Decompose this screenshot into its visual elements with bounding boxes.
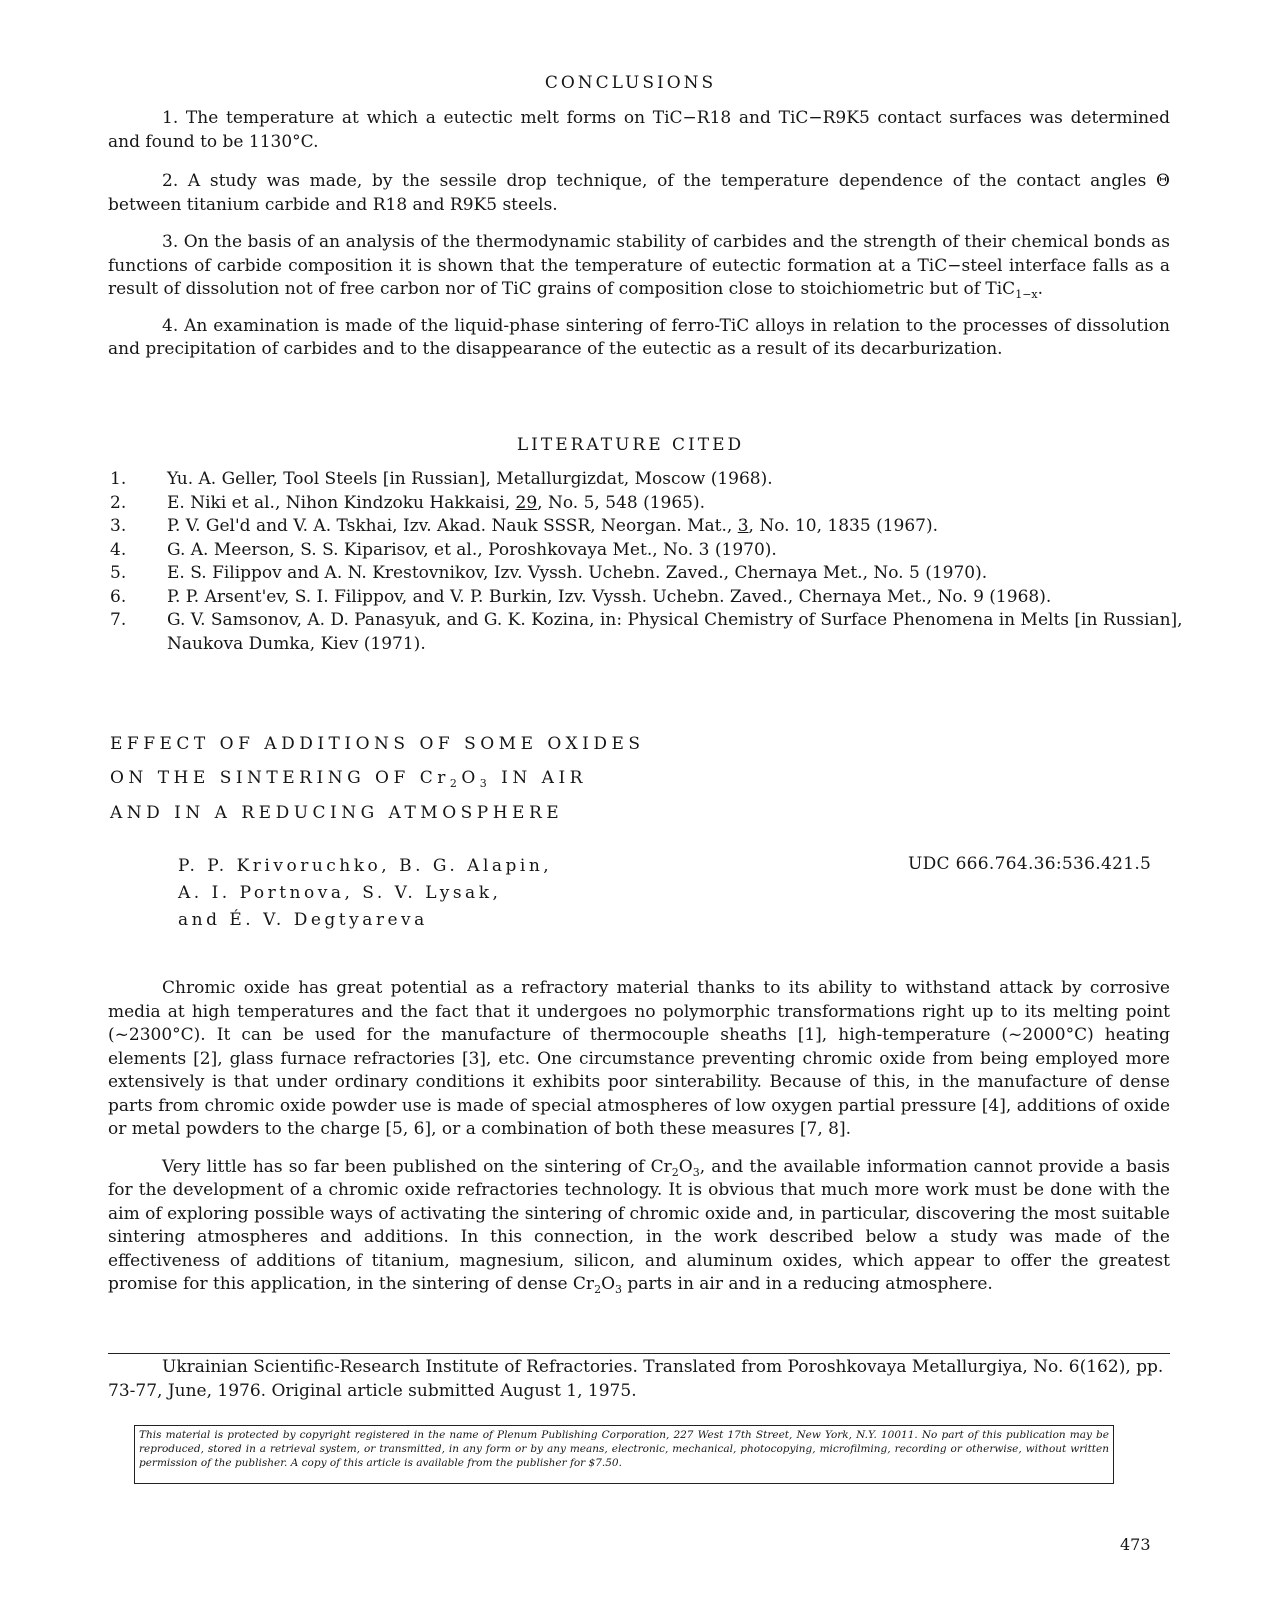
authors-line: and É. V. Degtyareva: [178, 910, 428, 930]
body-text: Very little has so far been published on the sintering of Cr: [162, 1156, 672, 1177]
formula-subscript: 3: [692, 1165, 700, 1179]
authors-line: P. P. Krivoruchko, B. G. Alapin,: [178, 856, 553, 876]
conclusion-item: 2. A study was made, by the sessile drop technique, of the temperature dependence of the contact angles Θ between titanium carbide and R18 and R9K5 steels.: [108, 171, 1170, 215]
ref-number: 6.: [110, 586, 127, 607]
conclusions-heading: CONCLUSIONS: [544, 73, 717, 93]
ref-text-pre: P. V. Gel'd and V. A. Tskhai, Izv. Akad. Nauk SSSR, Neorgan. Mat.,: [167, 516, 738, 536]
formula-tic: TiC: [985, 279, 1016, 299]
ref-text: E. S. Filippov and A. N. Krestovnikov, Izv. Vyssh. Uchebn. Zaved., Chernaya Met., No. 5 (1970).: [167, 563, 988, 583]
conclusion-item: 4. An examination is made of the liquid-phase sintering of ferro-TiC alloys in relation to the processes of dissolution and precipitation of carbides and to the disappearance of the eutectic as a result of its decarburization.: [108, 315, 1170, 359]
formula-subscript: 2: [594, 1283, 602, 1296]
conclusions-list: [108, 107, 1170, 362]
title-subscript: 2: [449, 777, 462, 790]
title-text-pre: ON THE SINTERING OF Cr: [110, 768, 450, 788]
ref-text: Yu. A. Geller, Tool Steels [in Russian], Metallurgizdat, Moscow (1968).: [167, 469, 773, 489]
conclusion-item: [108, 231, 1170, 302]
ref-volume: 3: [737, 516, 749, 536]
body-text: , and the available information cannot provide a basis for the development of a chromic oxide refractories technology. It is obvious that much more work must be done with the aim of exploring possible ways of activating the sintering of chromic oxide and, in particular, discovering the most suitable sintering atmospheres and additions. In this connection, in the work described below a study was made of the effectiveness of additions of titanium, magnesium, silicon, and aluminum oxides, which appear to offer the greatest promise for this application, in the sintering of dense Cr: [108, 1156, 1170, 1294]
ref-number: 1.: [110, 469, 127, 489]
article-title-line-2: [110, 767, 587, 791]
udc-code: UDC 666.764.36:536.421.5: [908, 854, 1152, 874]
reference-item: [110, 468, 1190, 492]
article-body: [108, 977, 1170, 1297]
formula-end: .: [1037, 279, 1044, 299]
conclusion-text: 3. On the basis of an analysis of the thermodynamic stability of carbides and the strength of their chemical bonds as functions of carbide composition it is shown that the temperature of eutectic formation at a TiC−steel interface falls as a result of dissolution not of free carbon nor of TiC grains of composition close to stoichiometric but of: [108, 232, 1170, 299]
reference-item: [110, 562, 1190, 586]
formula-subscript: 3: [615, 1283, 622, 1296]
ref-text: P. P. Arsent'ev, S. I. Filippov, and V. P. Burkin, Izv. Vyssh. Uchebn. Zaved., Chernaya Met., No. 9 (1968).: [167, 586, 1052, 607]
formula-subscript: 1−x: [1015, 288, 1038, 301]
ref-text-post: , No. 10, 1835 (1967).: [748, 516, 939, 536]
affiliation-note: [108, 1356, 1170, 1403]
footnote-divider: [108, 1353, 1170, 1354]
ref-number: 7.: [110, 610, 127, 630]
reference-item: [110, 515, 1190, 539]
affiliation-text: Ukrainian Scientific-Research Institute of Refractories. Translated from Poroshkovaya Metallurgiya, No. 6(162), pp. 73-77, June, 1976. Original article submitted August 1, 1975.: [108, 1357, 1164, 1401]
reference-item: [110, 586, 1190, 610]
formula-subscript: 2: [671, 1165, 679, 1179]
literature-heading: LITERATURE CITED: [516, 435, 745, 455]
page-number: 473: [1120, 1535, 1151, 1554]
title-text-o: O: [461, 768, 480, 788]
body-paragraph: Chromic oxide has great potential as a refractory material thanks to its ability to withstand attack by corrosive media at high temperatures and the fact that it undergoes no polymorphic transformations right up to its melting point (~2300°C). It can be used for the manufacture of thermocouple sheaths [1], high-temperature (~2000°C) heating elements [2], glass furnace refractories [3], etc. One circumstance preventing chromic oxide from being employed more extensively is that under ordinary conditions it exhibits poor sinterability. Because of this, in the manufacture of dense parts from chromic oxide powder use is made of special atmospheres of low oxygen partial pressure [4], additions of oxide or metal powders to the charge [5, 6], or a combination of both these measures [7, 8].: [108, 978, 1170, 1139]
ref-number: 2.: [110, 492, 127, 513]
body-text: parts in air and in a reducing atmosphere.: [622, 1274, 993, 1294]
copyright-notice: This material is protected by copyright registered in the name of Plenum Publishing Corporation, 227 West 17th Street, New York, N.Y. 10011. No part of this publication may be reproduced, stored in a retrieval system, or transmitted, in any form or by any means, electronic, mechanical, photocopying, microfilming, recording or otherwise, without written permission of the publisher. A copy of this article is available from the publisher for $7.50.: [134, 1425, 1114, 1484]
ref-volume: 29: [515, 492, 538, 513]
ref-text: [167, 492, 1190, 516]
ref-text: G. V. Samsonov, A. D. Panasyuk, and G. K. Kozina, in: Physical Chemistry of Surface Phenomena in Melts [in Russian], Naukova Dumka, Kiev (1971).: [167, 610, 1183, 654]
authors: [178, 853, 552, 934]
reference-item: [110, 609, 1190, 656]
ref-text: [167, 515, 1190, 539]
reference-item: [110, 539, 1190, 563]
title-subscript: 3: [479, 777, 492, 790]
formula-o: O: [678, 1156, 693, 1177]
ref-text-pre: E. Niki et al., Nihon Kindzoku Hakkaisi,: [167, 492, 516, 513]
ref-number: 3.: [110, 516, 127, 536]
ref-text: G. A. Meerson, S. S. Kiparisov, et al., Poroshkovaya Met., No. 3 (1970).: [167, 539, 777, 560]
authors-line: A. I. Portnova, S. V. Lysak,: [178, 883, 502, 903]
article-title-line-3: AND IN A REDUCING ATMOSPHERE: [110, 803, 564, 823]
reference-item: [110, 492, 1190, 516]
reference-list: [110, 468, 1190, 656]
article-title-line-1: EFFECT OF ADDITIONS OF SOME OXIDES: [110, 734, 645, 754]
title-text-post: IN AIR: [491, 768, 587, 788]
formula-o: O: [601, 1274, 615, 1294]
ref-number: 4.: [110, 539, 127, 560]
ref-number: 5.: [110, 563, 127, 583]
ref-text-post: , No. 5, 548 (1965).: [537, 492, 706, 513]
body-paragraph: [108, 1156, 1170, 1297]
conclusion-item: 1. The temperature at which a eutectic melt forms on TiC−R18 and TiC−R9K5 contact surfaces was determined and found to be 1130°C.: [108, 108, 1170, 152]
